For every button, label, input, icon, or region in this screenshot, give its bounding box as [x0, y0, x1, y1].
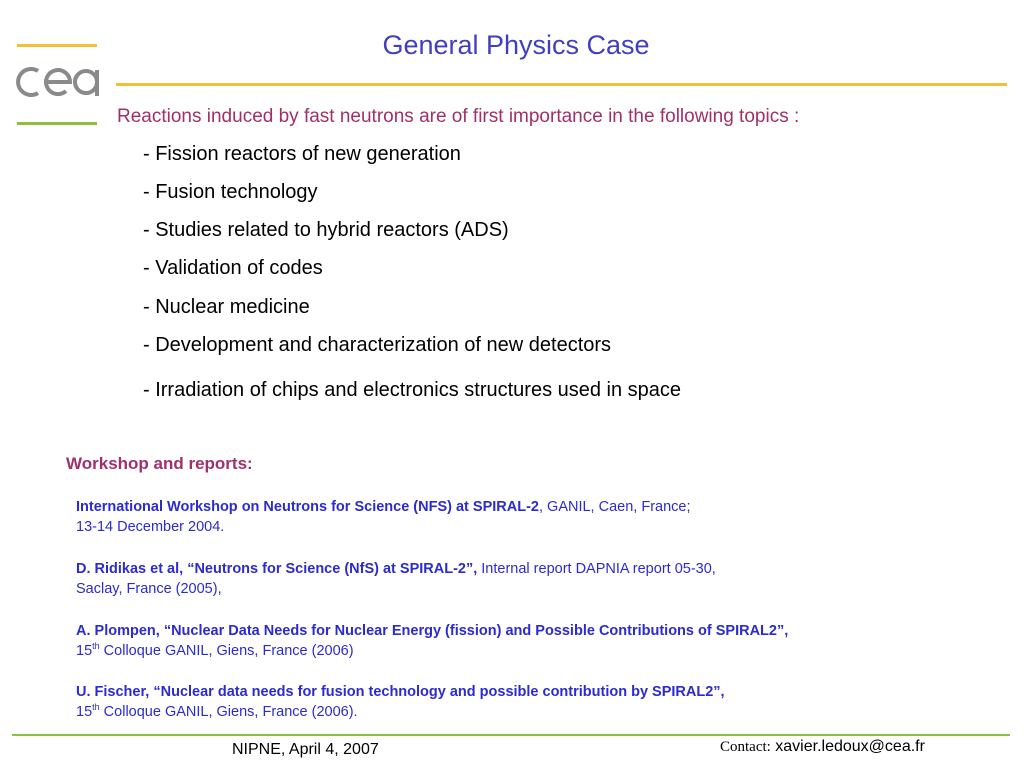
footer-contact	[720, 738, 925, 756]
reference-edition-suffix: th	[92, 641, 100, 652]
reference-detail: Colloque GANIL, Giens, France (2006).	[99, 704, 358, 720]
reference-detail: , GANIL, Caen, France;	[538, 499, 691, 515]
reference-edition: 15	[76, 643, 93, 659]
cea-logo	[16, 62, 100, 102]
reference-item	[76, 682, 725, 722]
reference-detail: Internal report DAPNIA report 05-30,	[477, 561, 716, 577]
reference-detail: Saclay, France (2005),	[76, 581, 222, 597]
footer-event: NIPNE, April 4, 2007	[232, 741, 379, 758]
footer-rule	[12, 734, 1010, 736]
reference-item	[76, 559, 716, 599]
reference-detail: Colloque GANIL, Giens, France (2006)	[99, 643, 354, 659]
workshop-heading: Workshop and reports:	[66, 454, 253, 473]
reference-title: U. Fischer, “Nuclear data needs for fusion technology and possible contribution by SPIRAL2”,	[76, 684, 725, 700]
contact-label: Contact:	[720, 739, 771, 755]
topic-item: - Development and characterization of new detectors	[143, 334, 612, 356]
topic-item: - Validation of codes	[143, 257, 323, 279]
topic-item: - Fission reactors of new generation	[143, 143, 461, 165]
reference-title: D. Ridikas et al, “Neutrons for Science (NfS) at SPIRAL-2”,	[76, 561, 478, 577]
logo-bottom-rule	[17, 122, 97, 125]
page-title: General Physics Case	[382, 30, 650, 60]
topic-item: - Irradiation of chips and electronics structures used in space	[143, 379, 682, 401]
reference-edition: 15	[76, 704, 93, 720]
contact-email: xavier.ledoux@cea.fr	[775, 738, 925, 755]
reference-item	[76, 621, 788, 661]
reference-edition-suffix: th	[92, 702, 100, 713]
logo-top-rule	[17, 44, 97, 47]
title-rule	[116, 83, 1007, 86]
reference-item	[76, 497, 691, 537]
intro-text: Reactions induced by fast neutrons are of first importance in the following topics :	[117, 106, 800, 127]
topic-item: - Nuclear medicine	[143, 296, 310, 318]
reference-title: A. Plompen, “Nuclear Data Needs for Nuclear Energy (fission) and Possible Contributions of SPIRAL2”,	[76, 623, 789, 639]
reference-detail: 13-14 December 2004.	[76, 519, 225, 535]
topic-item: - Studies related to hybrid reactors (ADS)	[143, 219, 509, 241]
reference-title: International Workshop on Neutrons for Science (NFS) at SPIRAL-2	[76, 499, 539, 515]
topic-item: - Fusion technology	[143, 181, 318, 203]
